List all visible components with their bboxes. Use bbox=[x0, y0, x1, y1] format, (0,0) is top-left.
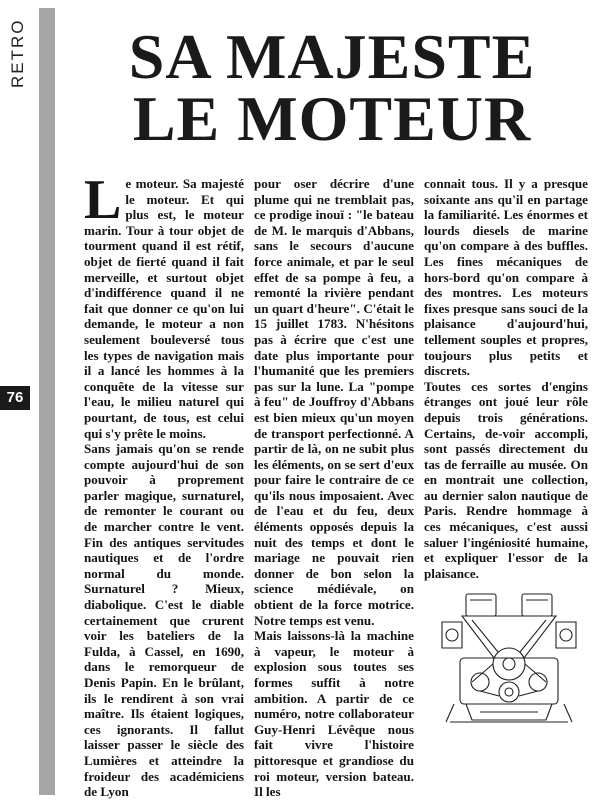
headline-line-1: SA MAJESTE bbox=[128, 21, 536, 92]
page-number: 76 bbox=[0, 386, 30, 410]
marine-engine-drawing-icon bbox=[432, 588, 586, 728]
article-column-1 bbox=[84, 169, 244, 800]
headline bbox=[72, 21, 592, 154]
paragraph-5: connait tous. Il y a presque soixante ans qu'il en partage la familiarité. Les énormes et lourds diesels de marine qu'on compare à des buffles. Les fines mécaniques de hors-bord qu'on compare à des montres. Les moteurs fixes presque sans souci de la plaisance d'aujourd'hui, tellement souples et propres, toujours plus petits et discrets. bbox=[424, 176, 588, 379]
article-column-2 bbox=[254, 176, 414, 800]
paragraph-3: pour oser décrire d'une plume qui ne tremblait pas, ce prodige inouï : "le bateau de M. le marquis d'Abbans, sans le secours d'aucune force animale, et par le seul effet de sa pompe à feu, a remonté la rivière pendant un quart d'heure". C'était le 15 juillet 1783. N'hésitons pas à écrire que c'est une date plus importante pour l'humanité que les premiers pas sur la lune. La "pompe à feu" de Jouffroy d'Abbans est bien mieux qu'un moyen de transport perfectionné. A partir de là, on ne subit plus les éléments, on se sert d'eux pour faire le contraire de ce qu'ils nous imposaient. Avec de l'eau et du feu, deux éléments opposés depuis la nuit des temps et dont le mariage ne pouvait rien donner de bon selon la science médiévale, on obtient de la force motrice. Notre temps est venu. bbox=[254, 176, 414, 628]
paragraph-6: Toutes ces sortes d'engins étranges ont joué leur rôle depuis trois générations. Certains, de-voir accompli, sont passés directement du tas de ferraille au musée. On en montrait une collection, au dernier salon nautique de Paris. Rendre hommage à ces mécaniques, c'est aussi saluer l'ingéniosité humaine, et expliquer l'essor de la plaisance. bbox=[424, 378, 588, 581]
headline-line-2: LE MOTEUR bbox=[132, 83, 532, 154]
paragraph-1-text: e moteur. Sa majesté le moteur. Et qui plus est, le moteur marin. Tour à tour objet de tourment quand il est rétif, objet de fierté quand il fait merveille, et surtout objet d'indifférence quand il ne fait que donner ce qu'on lui demande, le moteur a non seulement bouleversé tous les types de navigation mais il a lancé les hommes à la conquête de la vitesse sur l'eau, le milieu naturel qui pourtant, de tous, est celui qui s'y prête le moins. bbox=[84, 176, 244, 441]
side-bar bbox=[39, 8, 55, 795]
drop-cap: L bbox=[84, 169, 122, 231]
paragraph-2: Sans jamais qu'on se rende compte aujourd'hui de son pouvoir à proprement parler magique, surnaturel, de remonter le courant ou de marcher contre le vent. Fin des antiques servitudes nautiques et de l'ordre normal du monde. Surnaturel ? Mieux, diabolique. C'est le diable certainement que crurent voir les bateliers de la Fulda, à Cassel, en 1690, dans le remorqueur de Denis Papin. En le brûlant, ils le rendirent à son vrai maître. Ils étaient logiques, ces ignorants. Il fallut laisser passer le siècle des Lumières et atteindre la froideur des académiciens de Lyon bbox=[84, 441, 244, 800]
paragraph-1 bbox=[84, 169, 244, 441]
paragraph-4: Mais laissons-là la machine à vapeur, le moteur à explosion sous toutes ses formes suffit à notre ambition. A partir de ce numéro, notre collaborateur Guy-Henri Lévêque nous fait vivre l'histoire pittoresque et grandiose du roi moteur, version bateau. Il les bbox=[254, 628, 414, 800]
section-label: RETRO bbox=[8, 18, 27, 88]
article-column-3 bbox=[424, 176, 588, 581]
